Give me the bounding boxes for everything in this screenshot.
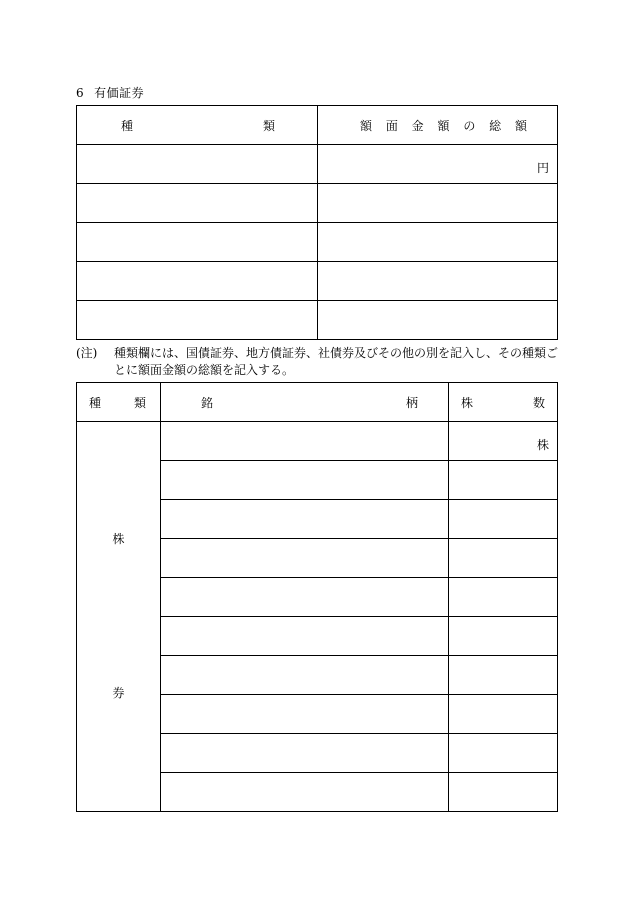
header-amount-char: 面 — [385, 118, 398, 133]
section-number: 6 — [76, 86, 85, 100]
note-line1: 種類欄には、国債証券、地方債証券、社債券及びその他の別を記入し、その種類ご — [114, 346, 559, 360]
count-input-cell[interactable] — [449, 695, 558, 734]
unit-yen: 円 — [536, 161, 549, 175]
brand-input-cell[interactable] — [161, 734, 449, 773]
kind-stock-char: 株 — [112, 532, 125, 546]
section-title-text: 有価証券 — [94, 86, 145, 100]
kind-input-cell[interactable] — [77, 184, 318, 223]
table-row — [77, 262, 558, 301]
header-kind-char: 類 — [262, 118, 275, 133]
amount-input-cell[interactable] — [318, 301, 558, 340]
count-input-cell[interactable] — [449, 773, 558, 812]
securities-table — [76, 105, 558, 340]
header-count-char: 数 — [532, 395, 545, 410]
table-row — [77, 301, 558, 340]
brand-input-cell[interactable] — [161, 656, 449, 695]
header-kind-char: 類 — [133, 395, 146, 410]
header-kind — [77, 383, 161, 422]
header-brand-char: 銘 — [201, 395, 214, 410]
amount-input-cell[interactable] — [318, 145, 558, 184]
note — [76, 345, 560, 379]
table-row — [77, 223, 558, 262]
kind-stock-cell — [77, 422, 161, 812]
count-input-cell[interactable] — [449, 461, 558, 500]
note-line2: とに額面金額の総額を記入する。 — [114, 363, 295, 377]
brand-input-cell[interactable] — [161, 539, 449, 578]
count-input-cell[interactable] — [449, 656, 558, 695]
kind-input-cell[interactable] — [77, 223, 318, 262]
kind-certificate-char: 券 — [112, 686, 125, 700]
note-label: (注) — [76, 346, 98, 360]
header-brand — [161, 383, 449, 422]
header-kind — [77, 106, 318, 145]
header-amount-char: 額 — [360, 118, 373, 133]
count-input-cell[interactable] — [449, 539, 558, 578]
count-input-cell[interactable] — [449, 500, 558, 539]
amount-input-cell[interactable] — [318, 223, 558, 262]
brand-input-cell[interactable] — [161, 578, 449, 617]
header-amount-char: 金 — [411, 118, 424, 133]
brand-input-cell[interactable] — [161, 422, 449, 461]
count-input-cell[interactable] — [449, 578, 558, 617]
header-amount-char: 総 — [489, 118, 502, 133]
table-header-row — [77, 383, 558, 422]
unit-shares: 株 — [536, 438, 549, 452]
count-input-cell[interactable] — [449, 422, 558, 461]
brand-input-cell[interactable] — [161, 773, 449, 812]
amount-input-cell[interactable] — [318, 262, 558, 301]
header-count-char: 株 — [461, 395, 474, 410]
stocks-table — [76, 382, 558, 812]
brand-input-cell[interactable] — [161, 461, 449, 500]
header-share-count — [449, 383, 558, 422]
header-brand-char: 柄 — [405, 395, 418, 410]
count-input-cell[interactable] — [449, 617, 558, 656]
table-header-row — [77, 106, 558, 145]
header-kind-char: 種 — [89, 395, 102, 410]
table-row — [77, 145, 558, 184]
table-row — [77, 184, 558, 223]
kind-input-cell[interactable] — [77, 145, 318, 184]
header-amount-char: 額 — [514, 118, 527, 133]
kind-input-cell[interactable] — [77, 262, 318, 301]
table-row — [77, 422, 558, 461]
header-kind-char: 種 — [121, 118, 134, 133]
kind-input-cell[interactable] — [77, 301, 318, 340]
brand-input-cell[interactable] — [161, 695, 449, 734]
header-total-face-amount — [318, 106, 558, 145]
header-amount-char: 額 — [437, 118, 450, 133]
brand-input-cell[interactable] — [161, 617, 449, 656]
section-title — [76, 84, 144, 101]
count-input-cell[interactable] — [449, 734, 558, 773]
header-amount-char: の — [463, 118, 476, 133]
brand-input-cell[interactable] — [161, 500, 449, 539]
amount-input-cell[interactable] — [318, 184, 558, 223]
